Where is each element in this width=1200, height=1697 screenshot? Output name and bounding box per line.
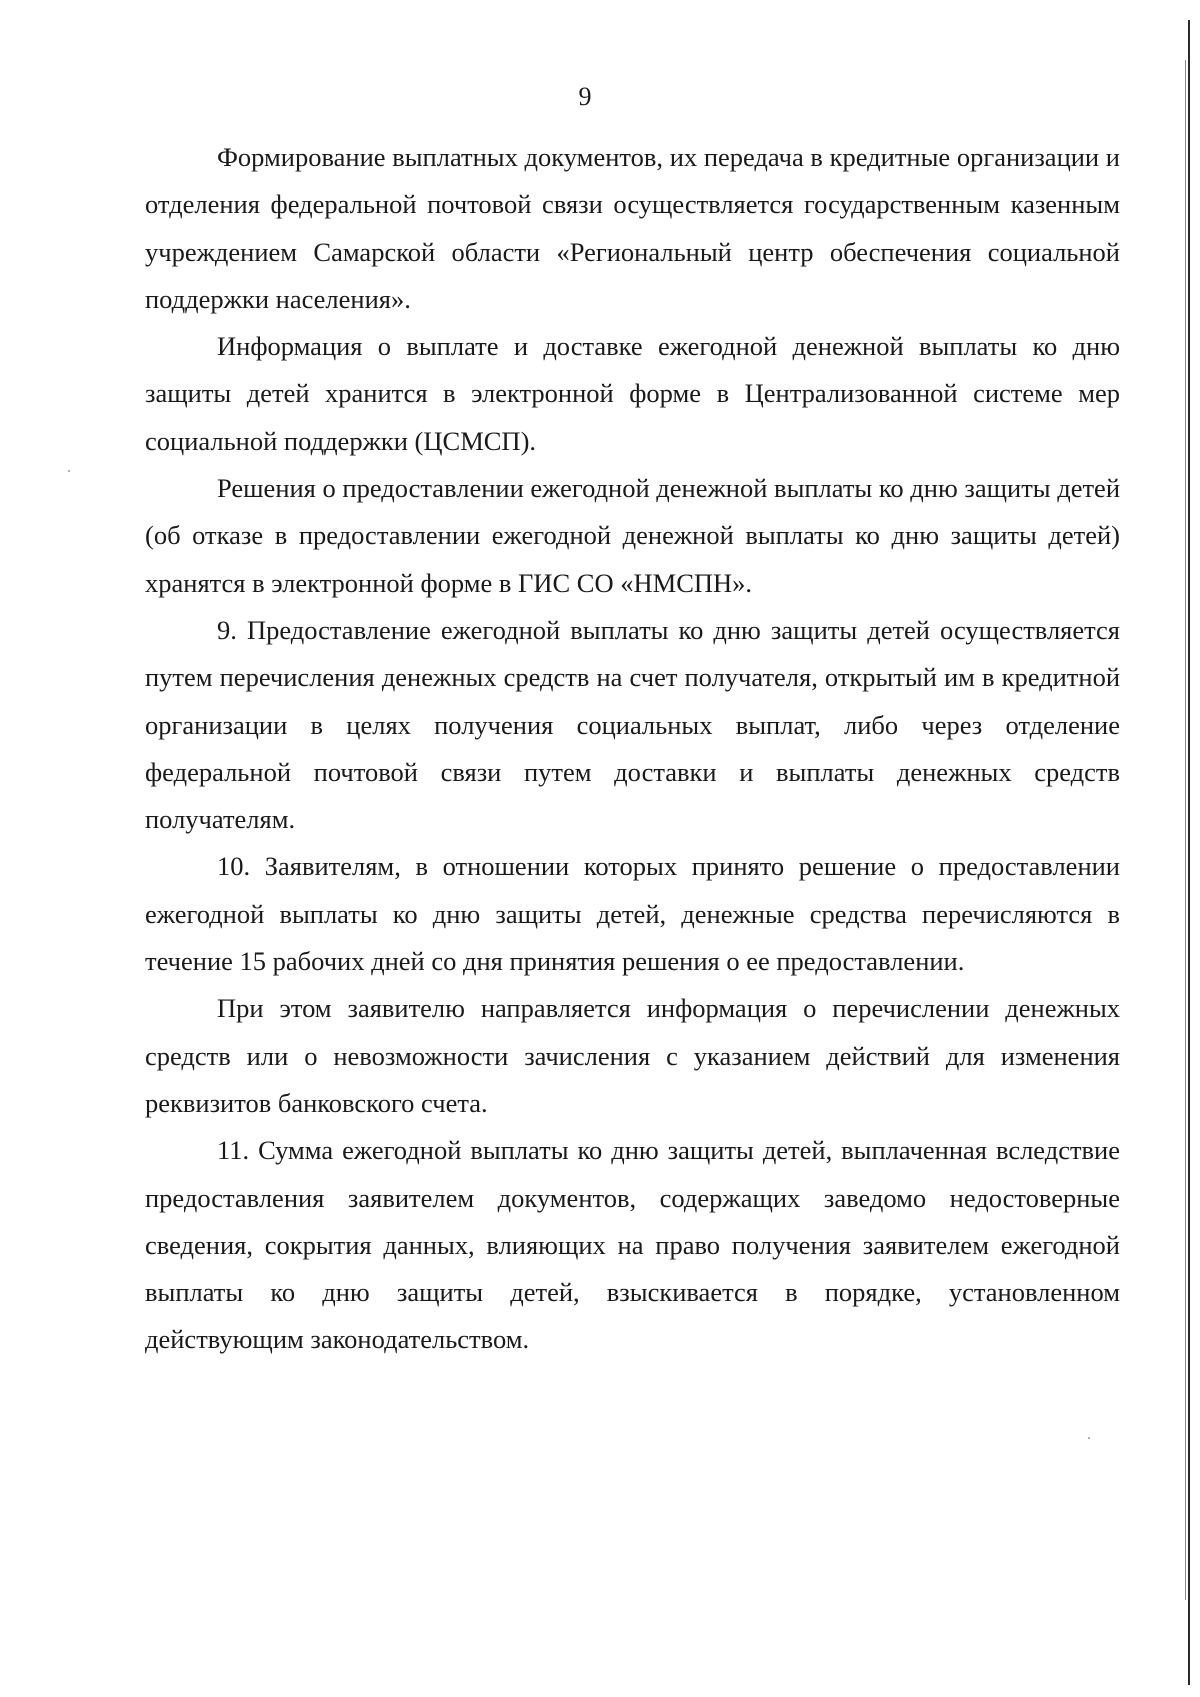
paragraph-item-10: 10. Заявителям, в отношении которых принято решение о предоставлении ежегодной выплаты ко дню защиты детей, денежные средства перечисляются в течение 15 рабочих дней со дня принятия решения о ее предоставлении. xyxy=(145,851,1120,977)
paragraph-decisions-storage: Решения о предоставлении ежегодной денежной выплаты ко дню защиты детей (об отказе в предоставлении ежегодной денежной выплаты ко дню защиты детей) хранятся в электронной форме в ГИС СО «НМСПН». xyxy=(145,473,1120,598)
scan-edge-line xyxy=(1188,20,1190,1685)
scan-speck xyxy=(1088,1437,1090,1439)
paragraph-notification: При этом заявителю направляется информация о перечислении денежных средств или о невозможности зачисления с указанием действий для изменения реквизитов банковского счета. xyxy=(145,993,1120,1118)
paragraph-item-9: 9. Предоставление ежегодной выплаты ко дню защиты детей осуществляется путем перечисления денежных средств на счет получателя, открытый им в кредитной организации в целях получения социальных выплат, либо через отделение федеральной почтовой связи путем доставки и выплаты денежных средств получателям. xyxy=(145,614,1120,835)
paragraph-payment-documents: Формирование выплатных документов, их передача в кредитные организации и отделения федеральной почтовой связи осуществляется государственным казенным учреждением Самарской области «Региональный центр обеспечения социальной поддержки населения». xyxy=(145,142,1120,314)
paragraph-item-11: 11. Сумма ежегодной выплаты ко дню защиты детей, выплаченная вследствие предоставления заявителем документов, содержащих заведомо недостоверные сведения, сокрытия данных, влияющих на право получения заявителем ежегодной выплаты ко дню защиты детей, взыскивается в порядке, установленном действующим законодательством. xyxy=(145,1135,1120,1355)
scan-speck xyxy=(68,470,70,472)
paragraph-payment-info-storage: Информация о выплате и доставке ежегодной денежной выплаты ко дню защиты детей хранится в электронной форме в Централизованной системе мер социальной поддержки (ЦСМСП). xyxy=(145,331,1120,456)
page-number: 9 xyxy=(578,82,592,111)
document-body xyxy=(145,134,1120,1364)
scan-edge-line-inner xyxy=(1185,60,1186,1600)
